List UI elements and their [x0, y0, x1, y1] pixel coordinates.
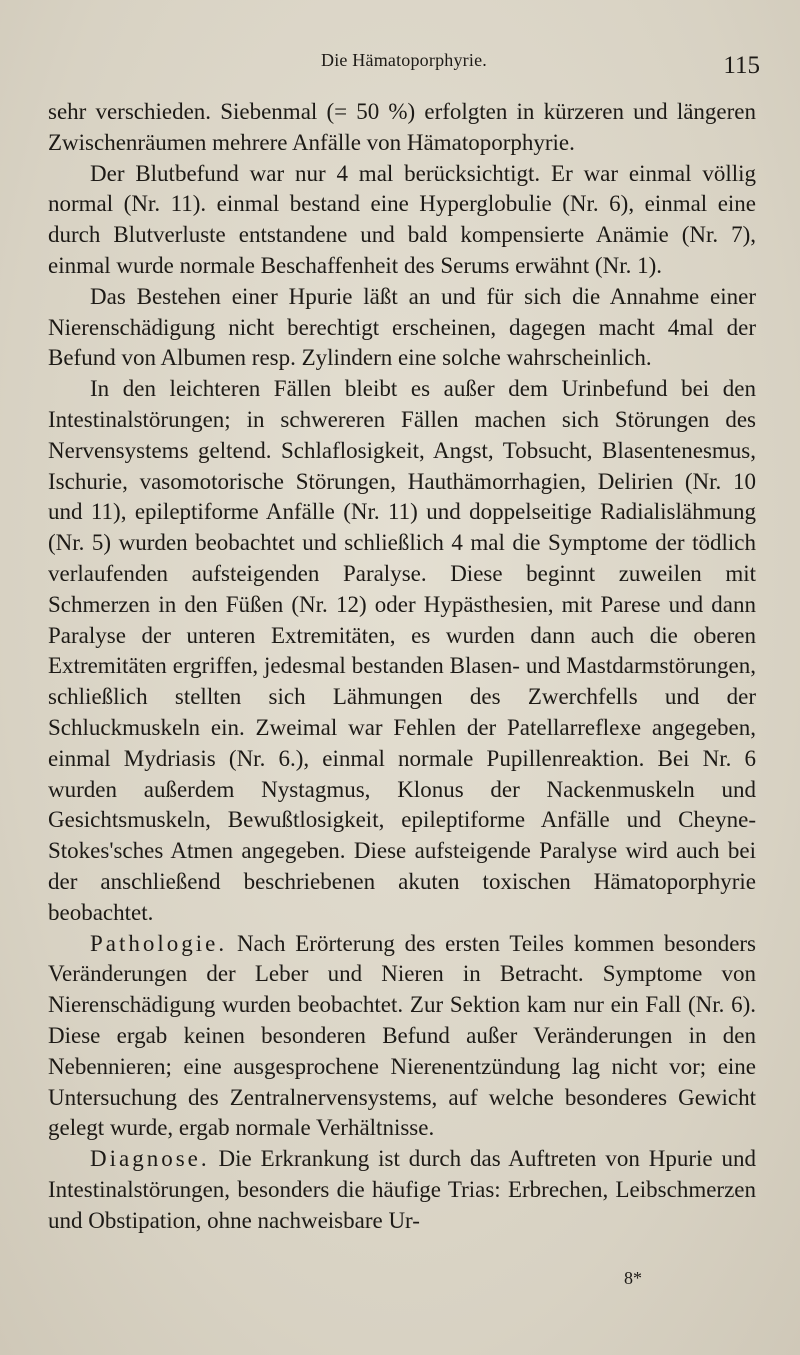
paragraph-continuation — [48, 97, 756, 159]
paragraph-nervensystem — [48, 374, 756, 928]
paragraph-text: Das Bestehen einer Hpurie läßt an und für sich die Annahme einer Nierenschädigung nicht berechtigt erscheinen, dagegen macht 4mal der Befund von Albumen resp. Zylindern eine solche wahrscheinlich. — [48, 283, 756, 371]
section-heading-diagnose: Diagnose. — [90, 1146, 210, 1172]
section-heading-pathologie: Pathologie. — [90, 930, 228, 956]
signature-mark: 8* — [624, 1268, 642, 1288]
body-text — [48, 97, 756, 1236]
page-header — [48, 48, 760, 84]
paragraph-text: sehr verschieden. Siebenmal (= 50 %) erfolgten in kürzeren und längeren Zwischenräumen mehrere Anfälle von Hämatoporphyrie. — [48, 99, 756, 155]
paragraph-blutbefund — [48, 159, 756, 282]
paragraph-diagnose — [48, 1144, 756, 1236]
paragraph-pathologie — [48, 929, 756, 1145]
paragraph-text: Nach Erörterung des ersten Teiles kommen besonders Veränderungen der Leber und Nieren in Betracht. Symptome von Nierenschädigung wurden beobachtet. Zur Sektion kam nur ein Fall (Nr. 6). Diese ergab keinen besonderen Befund außer Veränderungen in den Nebennieren; eine ausgesprochene Nierenentzündung lag nicht vor; eine Untersuchung des Zentralnervensystems, auf welche besonderes Gewicht gelegt wurde, ergab normale Verhältnisse. — [48, 930, 757, 1141]
paragraph-text: Der Blutbefund war nur 4 mal berücksichtigt. Er war einmal völlig normal (Nr. 11). einmal bestand eine Hyperglobulie (Nr. 6), einmal eine durch Blutverluste entstandene und bald kompensierte Anämie (Nr. 7), einmal wurde normale Beschaffenheit des Serums erwähnt (Nr. 1). — [48, 160, 756, 278]
paragraph-nierenschaedigung — [48, 282, 756, 374]
page-number: 115 — [723, 52, 760, 79]
paragraph-text: Die Erkrankung ist durch das Auftreten von Hpurie und Intestinalstörungen, besonders die häufige Trias: Erbrechen, Leibschmerzen und Obstipation, ohne nachweisbare Ur- — [48, 1146, 756, 1233]
paragraph-text: In den leichteren Fällen bleibt es außer dem Urinbefund bei den Intestinalstörungen; in schwereren Fällen machen sich Störungen des Nervensystems geltend. Schlaflosigkeit, Angst, Tobsucht, Blasentenesmus, Ischurie, vasomotorische Störungen, Hauthämorrhagien, Delirien (Nr. 10 und 11), epileptiforme Anfälle (Nr. 11) und doppelseitige Radialislähmung (Nr. 5) wurden beobachtet und schließlich 4 mal die Symptome der tödlich verlaufenden aufsteigenden Paralyse. Diese beginnt zuweilen mit Schmerzen in den Füßen (Nr. 12) oder Hypästhesien, mit Parese und dann Paralyse der unteren Extremitäten, es wurden dann auch die oberen Extremitäten ergriffen, jedesmal bestanden Blasen- und Mastdarmstörungen, schließlich stellten sich Lähmungen des Zwerchfells und der Schluckmuskeln ein. Zweimal war Fehlen der Patellarreflexe angegeben, einmal Mydriasis (Nr. 6.), einmal normale Pupillenreaktion. Bei Nr. 6 wurden außerdem Nystagmus, Klonus der Nackenmuskeln und Gesichtsmuskeln, Bewußtlosigkeit, epileptiforme Anfälle und Cheyne-Stokes'sches Atmen angegeben. Diese aufsteigende Paralyse wird auch bei der anschließend beschriebenen akuten toxischen Hämatoporphyrie beobachtet. — [48, 376, 756, 925]
running-head: Die Hämatoporphyrie. — [321, 50, 487, 70]
